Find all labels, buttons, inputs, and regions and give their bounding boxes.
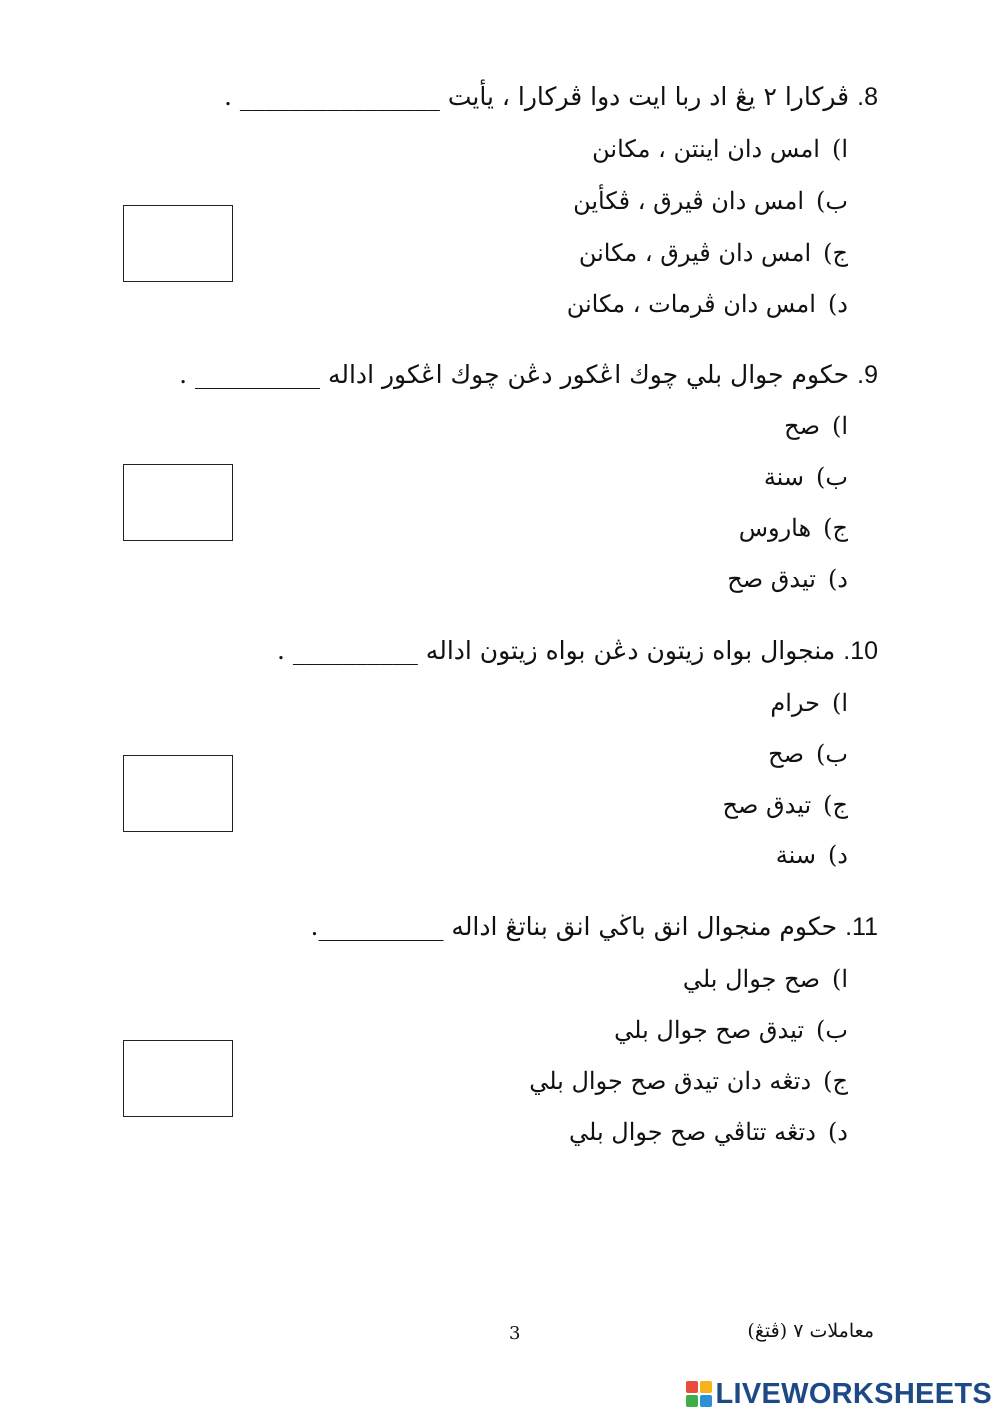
question-number: 8.	[857, 83, 878, 111]
option-b	[764, 463, 848, 491]
option-b	[768, 740, 848, 768]
question-number: 11.	[845, 913, 878, 941]
option-d	[569, 1118, 848, 1146]
page-number: 3	[509, 1323, 521, 1344]
option-text: امس دان ڤيرق ، مكانن	[578, 239, 812, 267]
option-a	[770, 689, 848, 717]
option-d	[776, 841, 848, 869]
option-text: صح جوال بلي	[682, 965, 820, 993]
option-letter: ا)	[831, 412, 848, 440]
liveworksheets-brand	[686, 1378, 993, 1410]
option-a	[784, 412, 848, 440]
option-text: دتڠه دان تيدق صح جوال بلي	[529, 1067, 812, 1095]
footer-title: معاملات ٧ (ڤتڠ)	[747, 1320, 874, 1342]
question-number: 9.	[857, 361, 878, 389]
option-letter: ا)	[831, 689, 848, 717]
answer-box[interactable]	[123, 1040, 233, 1117]
option-text: تيدق صح جوال بلي	[614, 1016, 805, 1044]
option-text: امس دان ڤيرق ، ڤكأين	[573, 187, 805, 215]
logo-square-red	[686, 1381, 698, 1393]
option-text: سنة	[763, 463, 805, 491]
option-letter: ب)	[816, 1016, 848, 1044]
option-text: دتڠه تتاڤي صح جوال بلي	[569, 1118, 816, 1146]
option-text: امس دان ڤرمات ، مكانن	[566, 290, 816, 318]
question-stem	[179, 360, 878, 390]
logo-square-blue	[700, 1395, 712, 1407]
question-stem	[277, 636, 878, 666]
question-stem	[311, 912, 878, 942]
option-c	[723, 791, 849, 819]
option-text: امس دان اينتن ، مكانن	[592, 135, 820, 163]
question-text: حكوم منجوال انق باڬي انق بناتڠ اداله __________.	[310, 912, 838, 941]
option-letter: ب)	[816, 740, 848, 768]
option-letter: د)	[827, 565, 848, 593]
option-letter: ا)	[831, 965, 848, 993]
option-text: صح	[784, 412, 820, 440]
option-a	[592, 135, 848, 163]
question-text: ڤركارا ٢ يڠ اد ربا ايت دوا ڤركارا ، يأيت ________________ .	[224, 82, 850, 111]
question-text: منجوال بواه زيتون دڠن بواه زيتون اداله __________ .	[276, 636, 836, 665]
option-text: تيدق صح	[722, 791, 812, 819]
option-c	[739, 514, 848, 542]
option-letter: ج)	[823, 239, 848, 267]
option-text: تيدق صح	[727, 565, 816, 593]
question-number: 10.	[843, 637, 878, 665]
brand-name: LIVEWORKSHEETS	[715, 1377, 992, 1410]
option-letter: د)	[827, 1118, 848, 1146]
answer-box[interactable]	[123, 205, 233, 282]
question-text: حكوم جوال بلي چوك اڠكور دڠن چوك اڠكور اداله __________ .	[179, 360, 850, 389]
option-b	[614, 1016, 848, 1044]
option-letter: ج)	[823, 514, 848, 542]
option-text: صح	[768, 740, 805, 768]
option-letter: د)	[827, 841, 848, 869]
option-d	[567, 290, 848, 318]
option-text: حرام	[770, 689, 820, 717]
option-letter: ب)	[816, 463, 848, 491]
option-a	[683, 965, 848, 993]
option-letter: ب)	[816, 187, 848, 215]
option-letter: ج)	[823, 791, 848, 819]
logo-square-yellow	[700, 1381, 712, 1393]
option-d	[727, 565, 848, 593]
answer-box[interactable]	[123, 755, 233, 832]
option-letter: ا)	[831, 135, 848, 163]
logo-square-green	[686, 1395, 698, 1407]
option-letter: د)	[827, 290, 848, 318]
option-letter: ج)	[823, 1067, 848, 1095]
option-c	[529, 1067, 848, 1095]
option-text: سنة	[775, 841, 816, 869]
option-b	[573, 187, 848, 215]
option-c	[579, 239, 848, 267]
answer-box[interactable]	[123, 464, 233, 541]
option-text: هاروس	[738, 514, 812, 542]
question-stem	[224, 82, 878, 112]
liveworksheets-logo-icon	[686, 1381, 712, 1407]
